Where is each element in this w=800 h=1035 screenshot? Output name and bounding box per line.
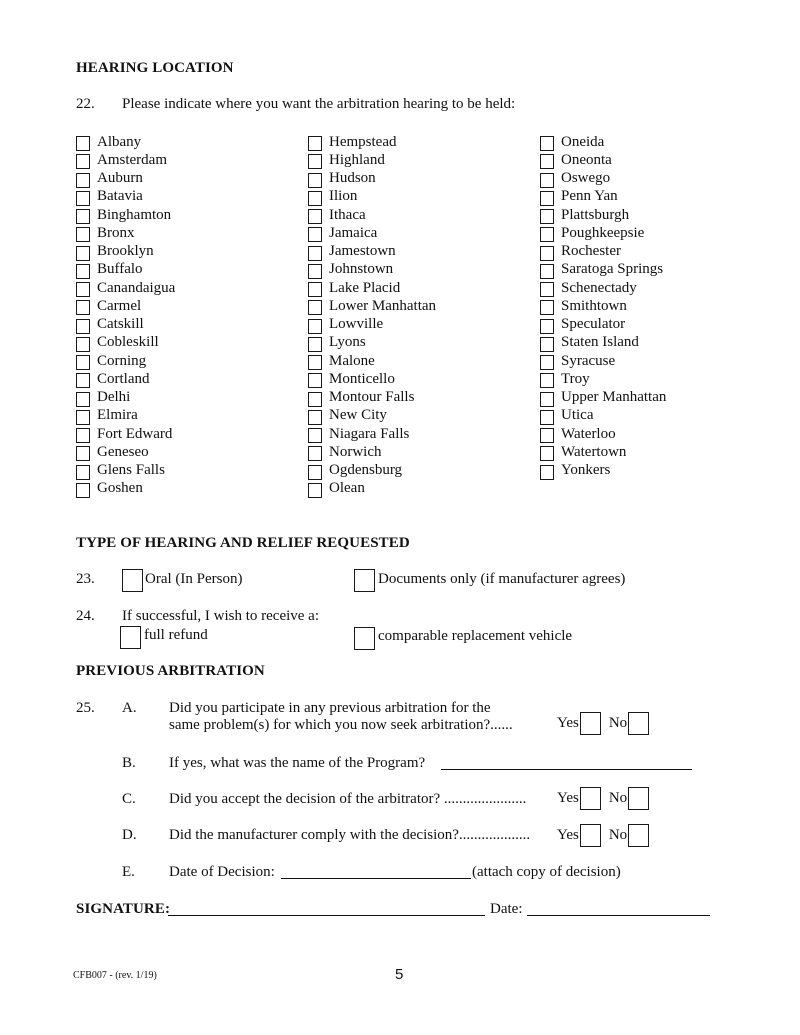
location-label: Troy: [561, 370, 590, 387]
location-option[interactable]: [308, 370, 436, 388]
checkbox-location[interactable]: [540, 264, 554, 279]
location-label: Highland: [329, 151, 385, 168]
location-option[interactable]: [540, 170, 666, 188]
location-label: Delhi: [97, 389, 131, 406]
location-option[interactable]: [540, 352, 666, 370]
checkbox-location[interactable]: [540, 392, 554, 407]
location-option[interactable]: [540, 443, 666, 461]
option-oral[interactable]: [122, 569, 242, 592]
location-option[interactable]: [76, 389, 175, 407]
checkbox-location[interactable]: [76, 300, 90, 315]
location-option[interactable]: [76, 224, 175, 242]
location-label: Glens Falls: [97, 462, 165, 479]
date-input-line[interactable]: [527, 915, 710, 916]
location-option[interactable]: [76, 443, 175, 461]
checkbox-location[interactable]: [540, 136, 554, 151]
location-option[interactable]: [76, 316, 175, 334]
location-option[interactable]: [308, 206, 436, 224]
location-option[interactable]: [308, 170, 436, 188]
location-option[interactable]: [308, 243, 436, 261]
checkbox-full-refund[interactable]: [120, 626, 141, 649]
question-22-number: 22.: [76, 96, 95, 112]
location-label: Yonkers: [561, 462, 611, 479]
location-option[interactable]: [76, 133, 175, 151]
location-label: Speculator: [561, 316, 626, 333]
location-option[interactable]: [308, 407, 436, 425]
checkbox-location[interactable]: [308, 483, 322, 498]
location-option[interactable]: [308, 151, 436, 169]
checkbox-location[interactable]: [308, 446, 322, 461]
checkbox-location[interactable]: [308, 264, 322, 279]
question-25a-line1: Did you participate in any previous arbitration for the: [169, 700, 491, 716]
question-25e-label: Date of Decision:: [169, 864, 275, 880]
checkbox-location[interactable]: [308, 355, 322, 370]
location-option[interactable]: [76, 370, 175, 388]
checkbox-location[interactable]: [540, 282, 554, 297]
location-label: Jamaica: [329, 224, 378, 241]
option-oral-label: Oral (In Person): [145, 571, 243, 587]
location-label: Albany: [97, 133, 142, 150]
location-option[interactable]: [308, 224, 436, 242]
location-option[interactable]: [308, 425, 436, 443]
location-option[interactable]: [308, 389, 436, 407]
checkbox-location[interactable]: [540, 319, 554, 334]
location-option[interactable]: [540, 261, 666, 279]
location-label: Lower Manhattan: [329, 297, 437, 314]
location-option[interactable]: [308, 279, 436, 297]
location-option[interactable]: [76, 279, 175, 297]
location-option[interactable]: [308, 443, 436, 461]
checkbox-location[interactable]: [76, 154, 90, 169]
checkbox-location[interactable]: [308, 373, 322, 388]
location-option[interactable]: [76, 407, 175, 425]
option-replacement-vehicle-label: comparable replacement vehicle: [378, 628, 573, 644]
checkbox-location[interactable]: [76, 246, 90, 261]
location-column-2: [308, 133, 436, 498]
location-label: Norwich: [329, 443, 382, 460]
checkbox-location[interactable]: [308, 392, 322, 407]
yes-label: Yes: [557, 790, 579, 806]
checkbox-location[interactable]: [540, 246, 554, 261]
location-label: Goshen: [97, 480, 143, 497]
location-label: Batavia: [97, 188, 143, 205]
question-24-number: 24.: [76, 608, 95, 624]
checkbox-location[interactable]: [308, 154, 322, 169]
checkbox-location[interactable]: [76, 355, 90, 370]
page-number: 5: [395, 966, 404, 983]
location-option[interactable]: [76, 480, 175, 498]
yes-label: Yes: [557, 827, 579, 843]
option-full-refund-label: full refund: [144, 627, 208, 643]
option-full-refund[interactable]: [120, 626, 208, 649]
location-label: Johnstown: [329, 261, 394, 278]
checkbox-location[interactable]: [76, 392, 90, 407]
question-25a-letter: A.: [122, 700, 137, 716]
location-option[interactable]: [76, 462, 175, 480]
signature-label: SIGNATURE:: [76, 901, 171, 917]
location-option[interactable]: [308, 480, 436, 498]
location-label: Lowville: [329, 316, 384, 333]
location-option[interactable]: [76, 206, 175, 224]
checkbox-location[interactable]: [540, 209, 554, 224]
location-label: Corning: [97, 352, 147, 369]
location-label: Geneseo: [97, 443, 149, 460]
location-label: New City: [329, 407, 387, 424]
checkbox-location[interactable]: [76, 282, 90, 297]
location-label: Montour Falls: [329, 389, 415, 406]
location-option[interactable]: [540, 243, 666, 261]
checkbox-location[interactable]: [308, 319, 322, 334]
location-label: Hempstead: [329, 133, 397, 150]
section-heading-previous-arbitration: PREVIOUS ARBITRATION: [76, 663, 265, 679]
location-option[interactable]: [540, 316, 666, 334]
checkbox-location[interactable]: [540, 173, 554, 188]
location-label: Lyons: [329, 334, 366, 351]
location-label: Rochester: [561, 243, 621, 260]
location-option[interactable]: [540, 133, 666, 151]
location-label: Catskill: [97, 316, 144, 333]
checkbox-location[interactable]: [540, 191, 554, 206]
signature-input-line[interactable]: [168, 915, 485, 916]
location-option[interactable]: [308, 334, 436, 352]
location-option[interactable]: [540, 389, 666, 407]
checkbox-location[interactable]: [540, 446, 554, 461]
question-25b-letter: B.: [122, 755, 136, 771]
program-name-input-line[interactable]: [441, 769, 692, 770]
location-option[interactable]: [76, 334, 175, 352]
location-option[interactable]: [540, 370, 666, 388]
checkbox-location[interactable]: [540, 337, 554, 352]
question-25d-text: Did the manufacturer comply with the decision?...................: [169, 827, 531, 843]
checkbox-location[interactable]: [308, 173, 322, 188]
location-label: Lake Placid: [329, 279, 401, 296]
location-label: Utica: [561, 407, 594, 424]
checkbox-oral[interactable]: [122, 569, 143, 592]
location-label: Waterloo: [561, 425, 616, 442]
location-label: Buffalo: [97, 261, 143, 278]
checkbox-25a-yes[interactable]: [580, 712, 601, 735]
checkbox-25d-yes[interactable]: [580, 824, 601, 847]
checkbox-location[interactable]: [308, 428, 322, 443]
location-option[interactable]: [540, 407, 666, 425]
location-label: Plattsburgh: [561, 206, 630, 223]
checkbox-replacement-vehicle[interactable]: [354, 627, 375, 650]
no-label: No: [608, 715, 628, 731]
checkbox-location[interactable]: [308, 337, 322, 352]
checkbox-location[interactable]: [76, 410, 90, 425]
checkbox-location[interactable]: [308, 227, 322, 242]
checkbox-25d-no[interactable]: [628, 824, 649, 847]
location-option[interactable]: [308, 188, 436, 206]
checkbox-location[interactable]: [540, 300, 554, 315]
checkbox-location[interactable]: [308, 209, 322, 224]
location-label: Syracuse: [561, 352, 616, 369]
question-25e-letter: E.: [122, 864, 135, 880]
location-option[interactable]: [540, 425, 666, 443]
location-label: Oswego: [561, 170, 611, 187]
location-label: Penn Yan: [561, 188, 618, 205]
question-23-number: 23.: [76, 571, 95, 587]
checkbox-location[interactable]: [76, 428, 90, 443]
checkbox-location[interactable]: [540, 465, 554, 480]
location-option[interactable]: [76, 425, 175, 443]
location-option[interactable]: [540, 297, 666, 315]
checkbox-location[interactable]: [540, 355, 554, 370]
location-label: Schenectady: [561, 279, 637, 296]
checkbox-location[interactable]: [540, 373, 554, 388]
location-label: Auburn: [97, 170, 143, 187]
option-documents-only-label: Documents only (if manufacturer agrees): [378, 571, 626, 587]
question-25e-suffix: (attach copy of decision): [472, 864, 621, 880]
location-option[interactable]: [308, 297, 436, 315]
question-25d-yes-no: [557, 824, 649, 847]
form-id: CFB007 - (rev. 1/19): [73, 970, 157, 981]
location-option[interactable]: [540, 224, 666, 242]
checkbox-location[interactable]: [540, 154, 554, 169]
location-label: Carmel: [97, 297, 142, 314]
location-option[interactable]: [540, 462, 666, 480]
checkbox-location[interactable]: [76, 209, 90, 224]
location-label: Monticello: [329, 370, 395, 387]
checkbox-location[interactable]: [76, 446, 90, 461]
question-24-text: If successful, I wish to receive a:: [122, 608, 320, 624]
location-label: Watertown: [561, 443, 627, 460]
checkbox-location[interactable]: [540, 428, 554, 443]
location-option[interactable]: [308, 316, 436, 334]
no-label: No: [608, 827, 628, 843]
question-25c-text: Did you accept the decision of the arbitrator? ......................: [169, 791, 527, 807]
checkbox-location[interactable]: [76, 173, 90, 188]
location-option[interactable]: [308, 133, 436, 151]
question-25a-line2: same problem(s) for which you now seek arbitration?......: [169, 717, 513, 733]
location-label: Hudson: [329, 170, 376, 187]
checkbox-25c-no[interactable]: [628, 787, 649, 810]
location-label: Binghamton: [97, 206, 172, 223]
checkbox-location[interactable]: [76, 227, 90, 242]
checkbox-location[interactable]: [540, 227, 554, 242]
no-label: No: [608, 790, 628, 806]
location-option[interactable]: [540, 151, 666, 169]
location-label: Cobleskill: [97, 334, 159, 351]
question-25a-yes-no: [557, 712, 649, 735]
checkbox-documents-only[interactable]: [354, 569, 375, 592]
location-label: Upper Manhattan: [561, 389, 667, 406]
checkbox-location[interactable]: [76, 136, 90, 151]
option-documents-only[interactable]: [354, 569, 625, 592]
location-option[interactable]: [540, 206, 666, 224]
location-option[interactable]: [308, 261, 436, 279]
checkbox-25a-no[interactable]: [628, 712, 649, 735]
location-label: Canandaigua: [97, 279, 176, 296]
checkbox-location[interactable]: [76, 465, 90, 480]
question-25-number: 25.: [76, 700, 95, 716]
question-25b-text: If yes, what was the name of the Program?: [169, 755, 426, 771]
checkbox-location[interactable]: [308, 465, 322, 480]
location-label: Bronx: [97, 224, 135, 241]
location-label: Staten Island: [561, 334, 639, 351]
location-label: Ithaca: [329, 206, 366, 223]
question-25c-yes-no: [557, 787, 649, 810]
location-option[interactable]: [76, 352, 175, 370]
checkbox-location[interactable]: [76, 337, 90, 352]
location-label: Poughkeepsie: [561, 224, 645, 241]
question-25c-letter: C.: [122, 791, 136, 807]
section-heading-hearing-location: HEARING LOCATION: [76, 60, 234, 76]
location-label: Jamestown: [329, 243, 396, 260]
date-label: Date:: [490, 901, 523, 917]
checkbox-location[interactable]: [308, 410, 322, 425]
location-option[interactable]: [540, 334, 666, 352]
location-label: Olean: [329, 480, 365, 497]
checkbox-location[interactable]: [76, 373, 90, 388]
location-label: Niagara Falls: [329, 425, 410, 442]
checkbox-location[interactable]: [308, 300, 322, 315]
location-option[interactable]: [540, 279, 666, 297]
location-column-3: [540, 133, 666, 480]
location-label: Smithtown: [561, 297, 627, 314]
location-option[interactable]: [76, 188, 175, 206]
location-column-1: [76, 133, 175, 498]
checkbox-location[interactable]: [76, 191, 90, 206]
location-label: Oneida: [561, 133, 605, 150]
question-25d-letter: D.: [122, 827, 137, 843]
location-option[interactable]: [76, 170, 175, 188]
location-label: Ogdensburg: [329, 462, 403, 479]
location-option[interactable]: [76, 243, 175, 261]
checkbox-location[interactable]: [76, 483, 90, 498]
checkbox-location[interactable]: [308, 282, 322, 297]
question-22-text: Please indicate where you want the arbitration hearing to be held:: [122, 96, 516, 112]
location-option[interactable]: [308, 462, 436, 480]
yes-label: Yes: [557, 715, 579, 731]
date-of-decision-input-line[interactable]: [281, 878, 471, 879]
checkbox-location[interactable]: [308, 246, 322, 261]
location-option[interactable]: [540, 188, 666, 206]
location-option[interactable]: [308, 352, 436, 370]
location-label: Fort Edward: [97, 425, 173, 442]
option-replacement-vehicle[interactable]: [354, 627, 572, 650]
location-label: Oneonta: [561, 151, 612, 168]
location-label: Ilion: [329, 188, 358, 205]
location-label: Amsterdam: [97, 151, 167, 168]
checkbox-location[interactable]: [308, 136, 322, 151]
section-heading-type-of-hearing: TYPE OF HEARING AND RELIEF REQUESTED: [76, 535, 410, 551]
checkbox-location[interactable]: [76, 264, 90, 279]
location-label: Elmira: [97, 407, 138, 424]
location-label: Saratoga Springs: [561, 261, 664, 278]
location-option[interactable]: [76, 297, 175, 315]
checkbox-location[interactable]: [540, 410, 554, 425]
checkbox-location[interactable]: [308, 191, 322, 206]
location-option[interactable]: [76, 261, 175, 279]
checkbox-location[interactable]: [76, 319, 90, 334]
location-option[interactable]: [76, 151, 175, 169]
location-label: Cortland: [97, 370, 150, 387]
checkbox-25c-yes[interactable]: [580, 787, 601, 810]
location-label: Malone: [329, 352, 375, 369]
location-label: Brooklyn: [97, 243, 154, 260]
